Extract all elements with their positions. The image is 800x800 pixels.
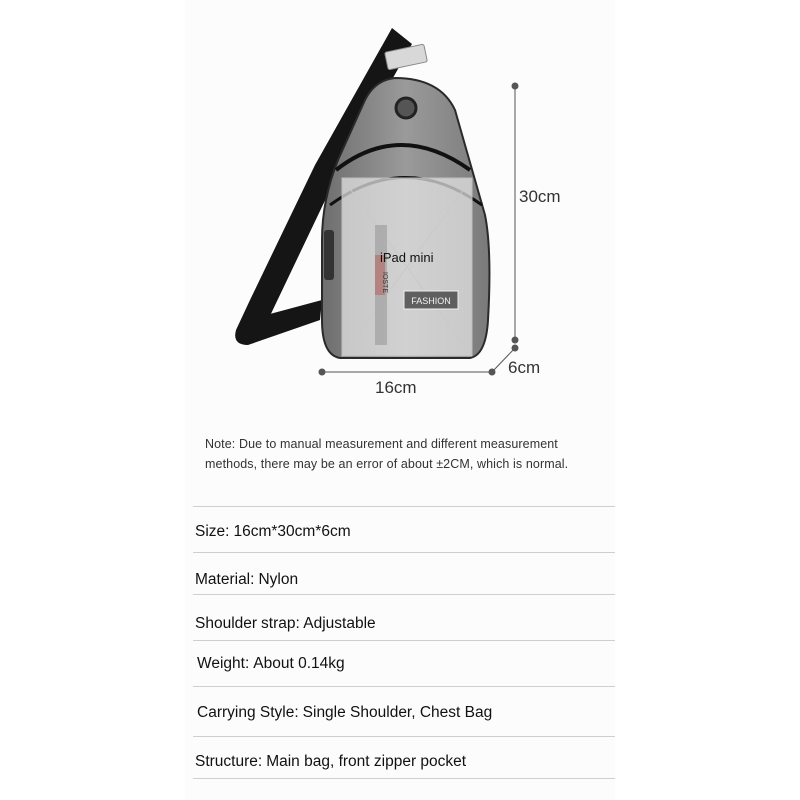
note-line-1: Note: Due to manual measurement and different measurement <box>205 437 558 451</box>
spec-key: Carrying Style: <box>197 704 299 721</box>
spec-row-weight <box>193 640 615 687</box>
measurement-note <box>205 434 605 474</box>
height-endpoint-bottom <box>512 337 518 343</box>
spec-value: 16cm*30cm*6cm <box>233 523 351 540</box>
spec-row-size <box>193 506 615 553</box>
overlay-label: iPad mini <box>380 250 434 265</box>
spec-row-material <box>193 552 615 599</box>
spec-list-bottom-rule <box>193 778 615 779</box>
strap-tag: IOSTE <box>381 272 388 294</box>
spec-value: Nylon <box>258 571 299 588</box>
zipper-pull <box>324 230 334 280</box>
headphone-port-icon <box>396 98 416 118</box>
note-line-2: methods, there may be an error of about ±2CM, which is normal. <box>205 457 569 471</box>
spec-key: Material: <box>195 571 255 588</box>
depth-endpoint <box>512 345 518 351</box>
fashion-badge-text: FASHION <box>411 296 451 306</box>
width-dimension-label: 16cm <box>375 378 417 397</box>
ipad-mini-overlay <box>342 178 472 356</box>
spec-key: Weight: <box>197 655 250 672</box>
spec-key: Size: <box>195 523 230 540</box>
spec-row-carrying-style <box>193 686 615 737</box>
spec-key: Structure: <box>195 753 263 770</box>
spec-value: Single Shoulder, Chest Bag <box>302 704 493 721</box>
spec-row-structure <box>193 736 615 779</box>
depth-dimension-label: 6cm <box>508 358 541 377</box>
height-endpoint-top <box>512 83 518 89</box>
spec-value: About 0.14kg <box>253 655 345 672</box>
height-dimension-label: 30cm <box>519 187 561 206</box>
spec-value: strap: Adjustable <box>261 615 376 632</box>
spec-value: Main bag, front zipper pocket <box>266 753 467 770</box>
spec-row-shoulder-strap <box>193 594 615 641</box>
spec-key: Shoulder <box>195 615 258 632</box>
width-endpoint-left <box>319 369 325 375</box>
